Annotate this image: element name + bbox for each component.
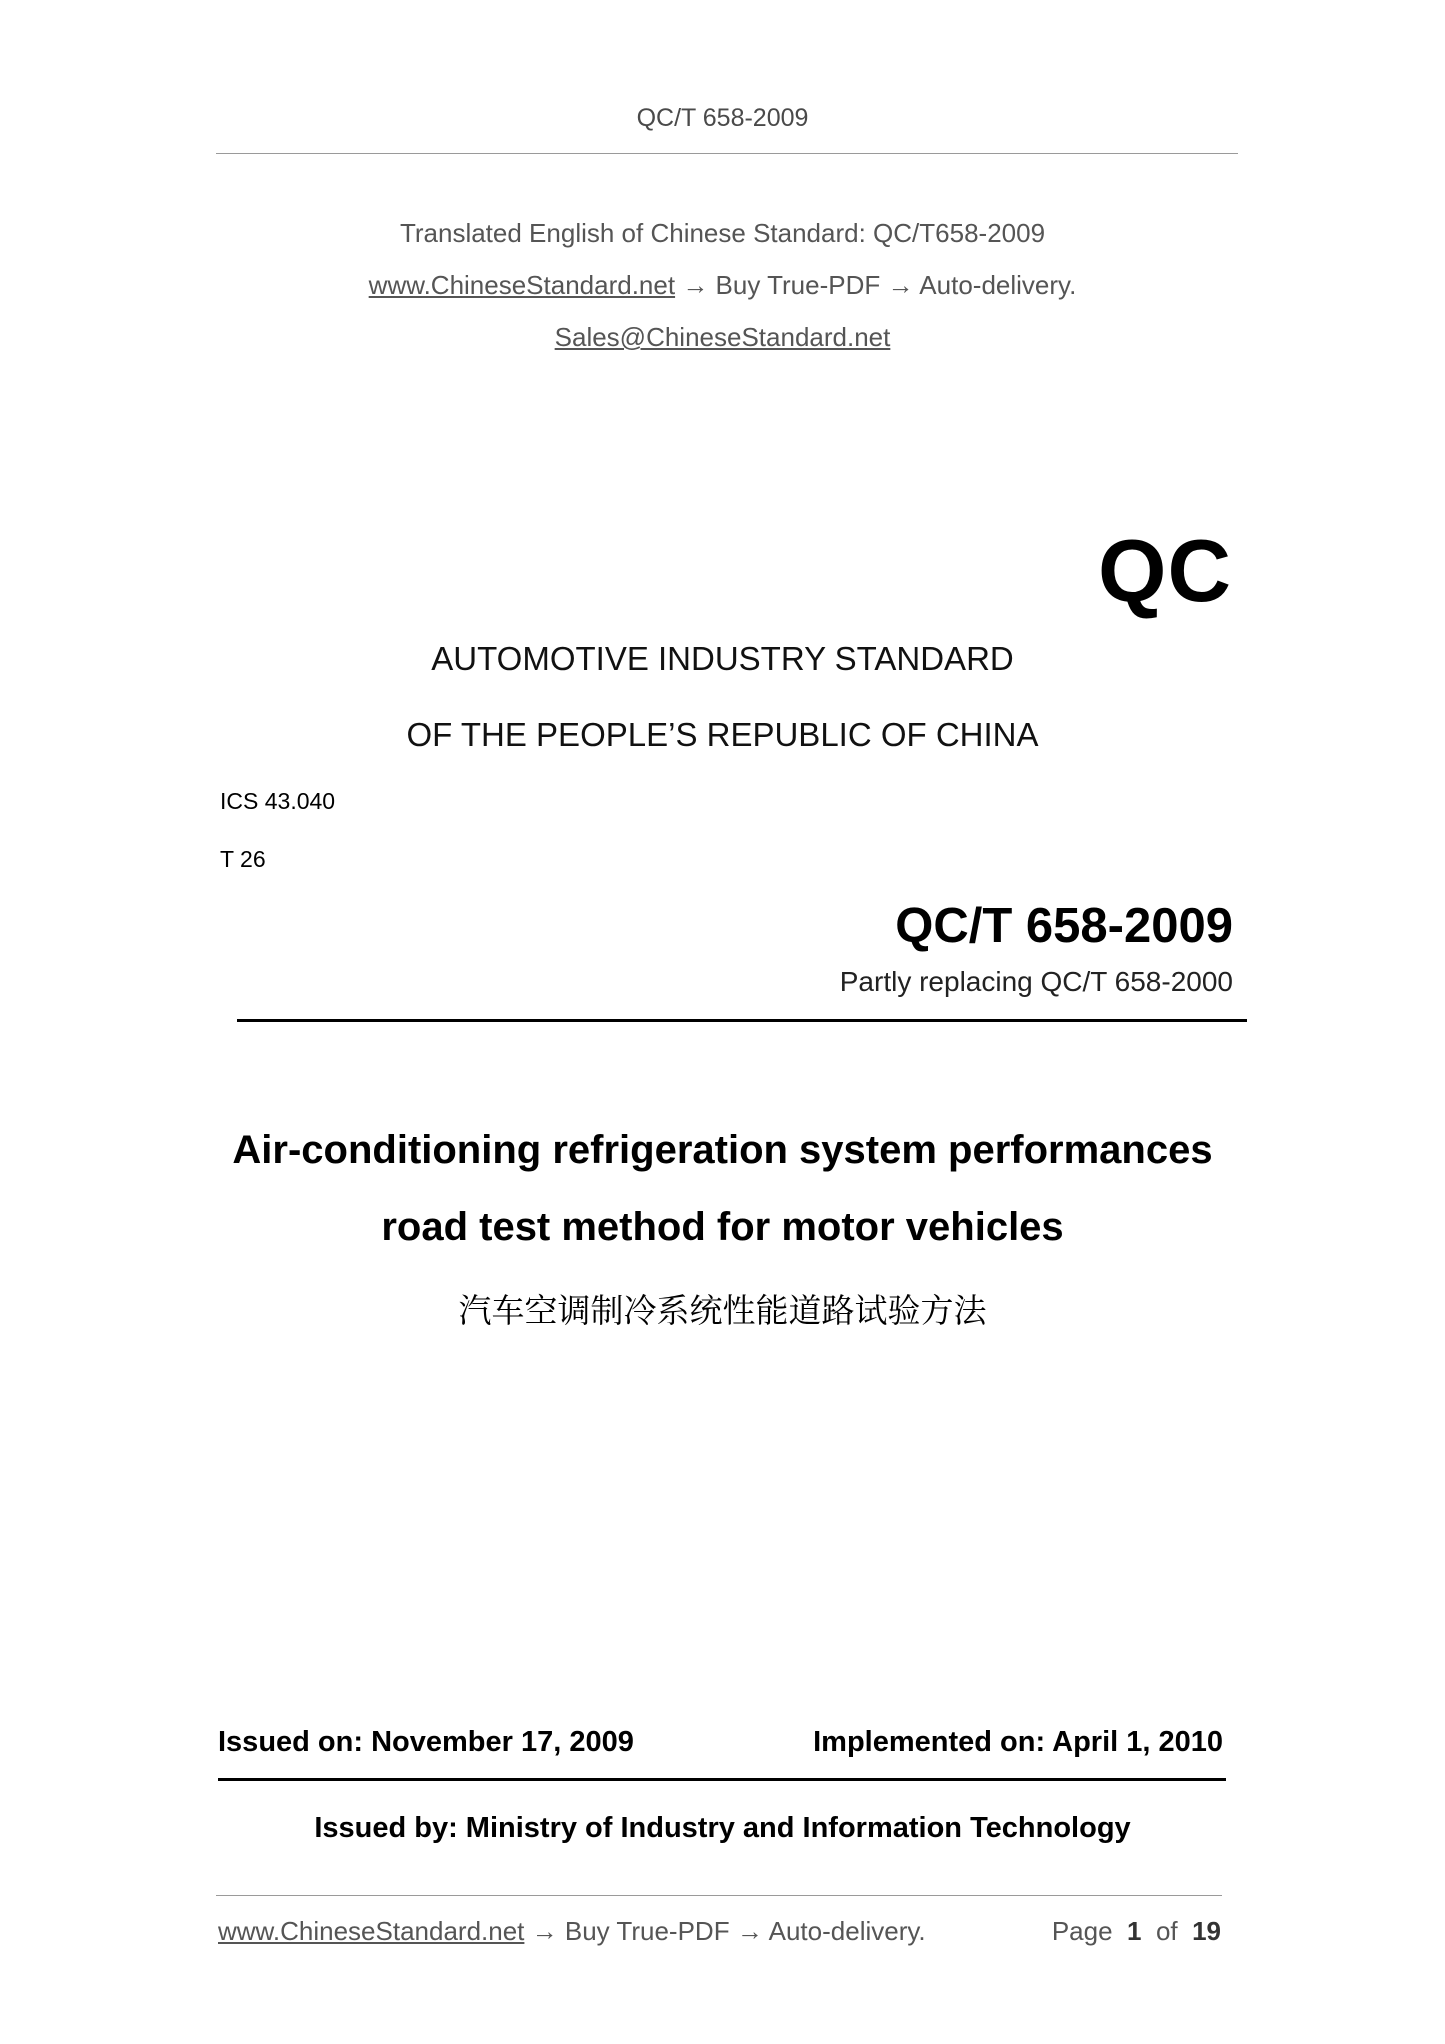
site-link[interactable]: www.ChineseStandard.net xyxy=(368,270,676,300)
sales-email-link[interactable]: Sales@ChineseStandard.net xyxy=(554,322,891,352)
issued-on-date: Issued on: November 17, 2009 xyxy=(218,1726,634,1758)
buy-true-pdf-text: Buy True-PDF xyxy=(715,270,881,300)
arrow-right-icon: → xyxy=(682,270,709,300)
page-label: Page xyxy=(1051,1916,1113,1946)
title-divider xyxy=(237,1019,1247,1022)
implemented-on-date: Implemented on: April 1, 2010 xyxy=(813,1726,1223,1758)
title-english-line-1: Air-conditioning refrigeration system performances xyxy=(232,1128,1213,1172)
arrow-right-icon: → xyxy=(736,1916,763,1946)
arrow-right-icon: → xyxy=(887,270,914,300)
title-chinese: 汽车空调制冷系统性能道路试验方法 xyxy=(458,1291,987,1330)
page-number xyxy=(1052,1916,1221,1947)
header-divider xyxy=(216,153,1238,154)
dates-divider xyxy=(218,1778,1226,1781)
footer-promo xyxy=(218,1916,926,1947)
arrow-right-icon: → xyxy=(531,1916,558,1946)
footer-buy-text: Buy True-PDF xyxy=(564,1916,730,1946)
org-title-line-2: OF THE PEOPLE’S REPUBLIC OF CHINA xyxy=(406,716,1039,753)
promo-email-line xyxy=(0,322,1445,353)
title-english-line-2: road test method for motor vehicles xyxy=(381,1205,1064,1249)
replacing-note: Partly replacing QC/T 658-2000 xyxy=(839,966,1233,997)
footer-divider xyxy=(216,1895,1222,1896)
issuing-authority: Issued by: Ministry of Industry and Information Technology xyxy=(314,1812,1131,1844)
page-of-label: of xyxy=(1155,1916,1178,1946)
page-total: 19 xyxy=(1192,1916,1221,1946)
standard-number: QC/T 658-2009 xyxy=(895,899,1233,953)
footer-site-link[interactable]: www.ChineseStandard.net xyxy=(218,1916,525,1946)
translation-notice: Translated English of Chinese Standard: QC/T658-2009 xyxy=(399,218,1046,248)
ics-code: ICS 43.040 xyxy=(220,788,336,814)
page-current: 1 xyxy=(1127,1916,1142,1946)
footer-delivery-text: Auto-delivery. xyxy=(768,1916,926,1946)
org-title-line-1: AUTOMOTIVE INDUSTRY STANDARD xyxy=(431,640,1014,677)
ccs-code: T 26 xyxy=(220,846,266,872)
auto-delivery-text: Auto-delivery. xyxy=(919,270,1077,300)
running-header-title: QC/T 658-2009 xyxy=(636,104,809,132)
promo-buy-line xyxy=(0,270,1445,301)
standard-series-mark: QC xyxy=(1098,521,1232,620)
